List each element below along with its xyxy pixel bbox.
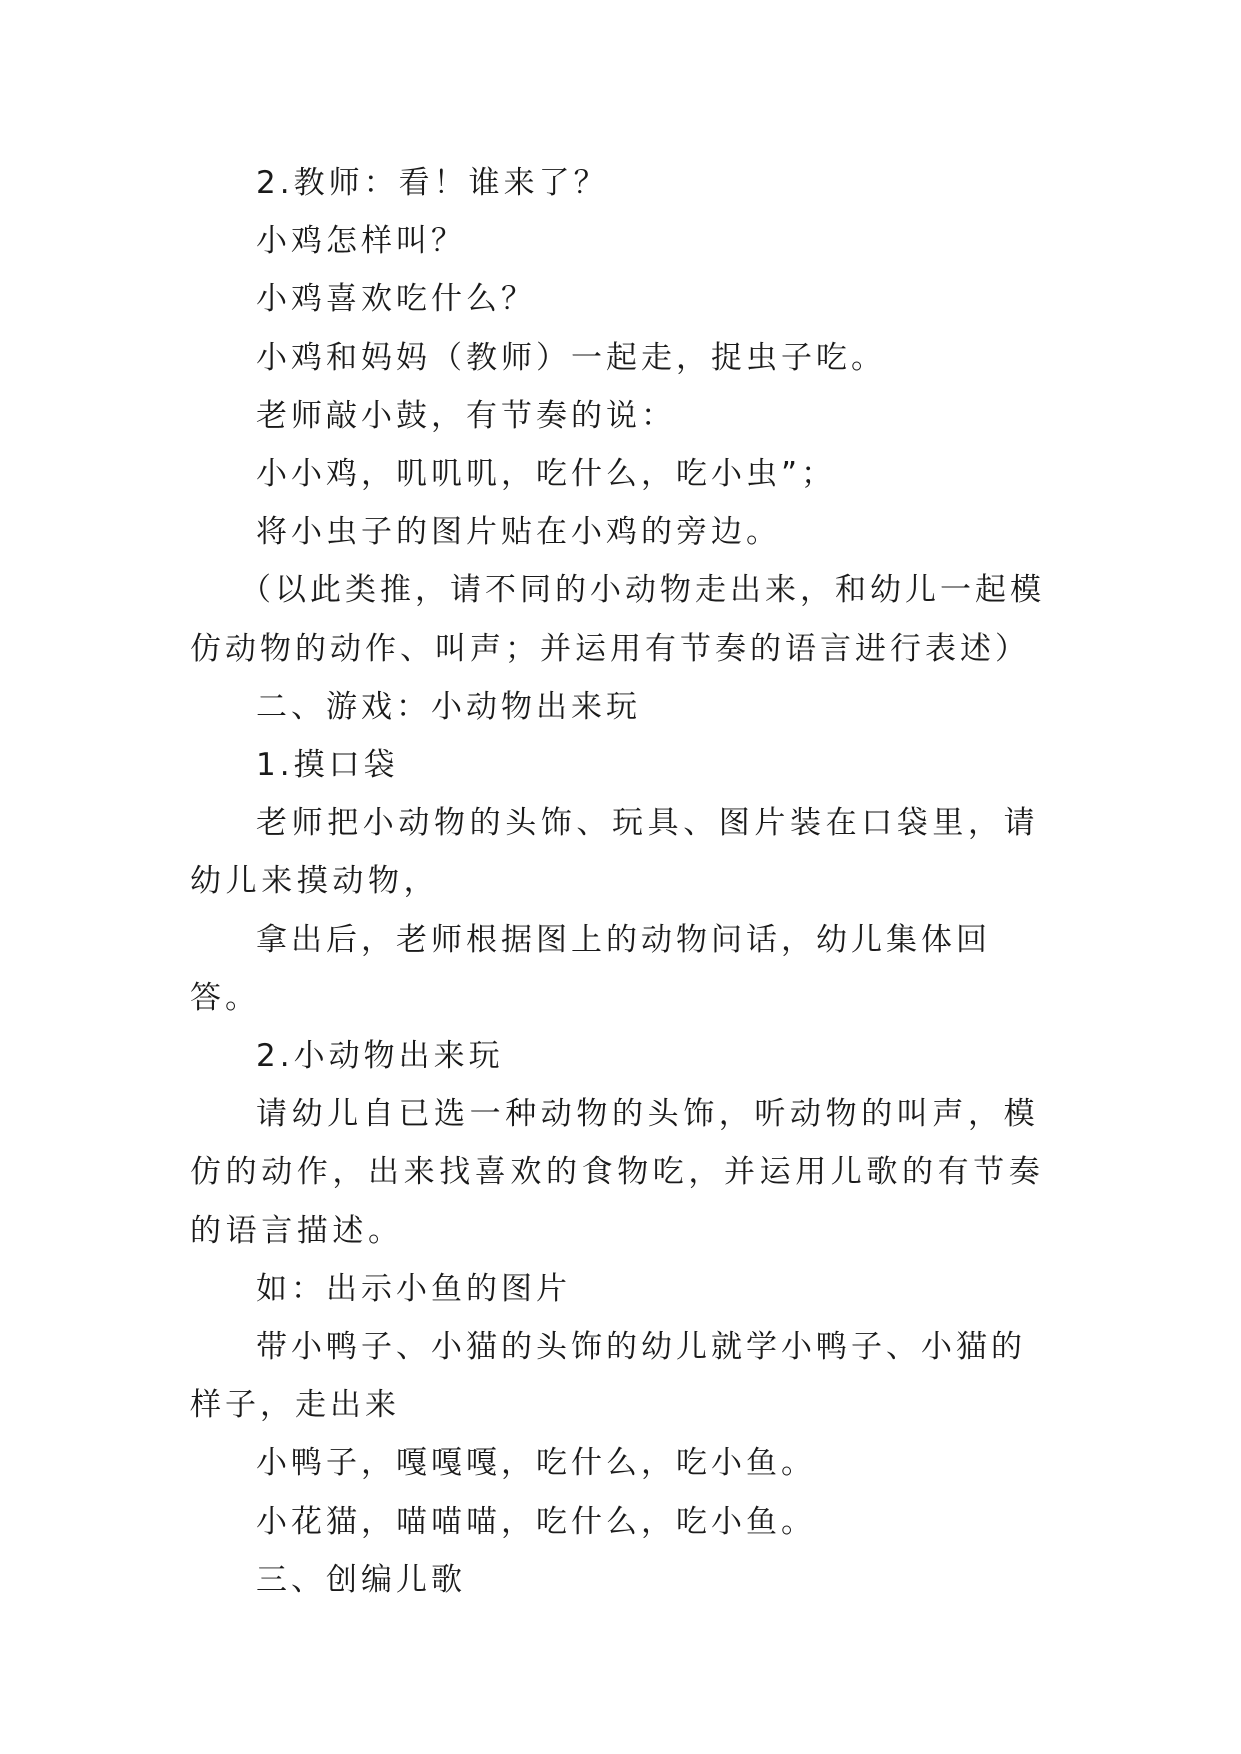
document-page (190, 154, 1056, 1609)
paragraph: 带小鸭子、小猫的头饰的幼儿就学小鸭子、小猫的样子，走出来 (190, 1329, 1026, 1424)
section-heading: 三、创编儿歌 (256, 1561, 466, 1598)
paragraph: （以此类推，请不同的小动物走出来，和幼儿一起模仿动物的动作、叫声；并运用有节奏的语言进行表述） (190, 572, 1045, 667)
paragraph: 小小鸡，叽叽叽，吃什么，吃小虫”； (256, 456, 837, 493)
paragraph: 小花猫，喵喵喵，吃什么，吃小鱼。 (256, 1503, 816, 1540)
paragraph: 小鸡和妈妈（教师）一起走，捉虫子吃。 (256, 339, 886, 376)
paragraph: 老师敲小鼓，有节奏的说： (256, 397, 676, 434)
subsection-heading: 1.摸口袋 (256, 747, 399, 784)
section-heading: 二、游戏：小动物出来玩 (256, 688, 641, 725)
paragraph: 请幼儿自已选一种动物的头饰，听动物的叫声，模仿的动作，出来找喜欢的食物吃，并运用儿歌的有节奏的语言描述。 (190, 1096, 1045, 1249)
paragraph: 将小虫子的图片贴在小鸡的旁边。 (256, 514, 781, 551)
paragraph: 如：出示小鱼的图片 (256, 1270, 571, 1307)
paragraph: 2.教师：看！谁来了？ (256, 165, 609, 201)
subsection-heading: 2.小动物出来玩 (256, 1038, 504, 1075)
paragraph: 拿出后，老师根据图上的动物问话，幼儿集体回答。 (190, 921, 991, 1016)
paragraph: 小鸭子，嘎嘎嘎，吃什么，吃小鱼。 (256, 1445, 816, 1482)
paragraph: 老师把小动物的头饰、玩具、图片装在口袋里，请幼儿来摸动物， (190, 805, 1040, 900)
paragraph: 小鸡喜欢吃什么？ (256, 281, 536, 318)
paragraph: 小鸡怎样叫？ (256, 223, 466, 260)
